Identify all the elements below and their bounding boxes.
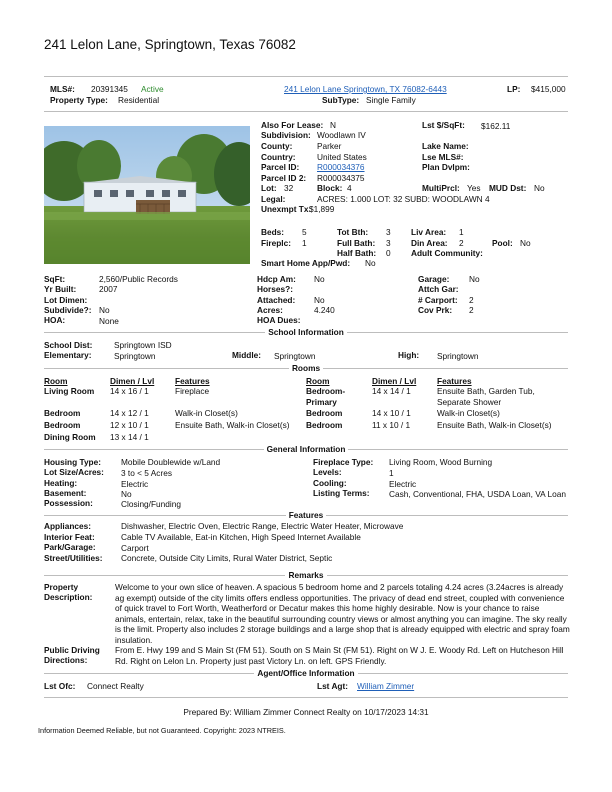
room-name: Bedroom [44, 408, 81, 418]
room-dim: 13 x 14 / 1 [110, 432, 149, 442]
office-value: Connect Realty [87, 681, 144, 691]
totbth-value: 3 [386, 227, 391, 237]
country-label: Country: [261, 152, 296, 162]
appliances-label: Appliances: [44, 521, 92, 531]
middle-label: Middle: [232, 350, 262, 360]
acres-value: 4.240 [314, 305, 335, 315]
room-features: Ensuite Bath, Garden Tub, [437, 386, 535, 396]
horses-label: Horses?: [257, 284, 293, 294]
room-features: Ensuite Bath, Walk-in Closet(s) [175, 420, 290, 430]
sqft-label: SqFt: [44, 274, 66, 284]
lotsize-value: 3 to < 5 Acres [121, 468, 172, 478]
yrbuilt-value: 2007 [99, 284, 118, 294]
lease-value: N [330, 120, 336, 130]
fireplace-type-label: Fireplace Type: [313, 457, 374, 467]
lotsize-label: Lot Size/Acres: [44, 467, 104, 477]
fireplc-label: Fireplc: [261, 238, 291, 248]
attch-gar-label: Attch Gar: [418, 284, 459, 294]
multiprcl-label: MultiPrcl: [422, 183, 460, 193]
rooms-header-features-right: Features [437, 376, 472, 386]
legal-value: ACRES: 1.000 LOT: 32 SUBD: WOODLAWN 4 [317, 194, 490, 204]
housing-value: Mobile Doublewide w/Land [121, 457, 221, 467]
beds-label: Beds: [261, 227, 285, 237]
county-value: Parker [317, 141, 342, 151]
mls-number: 20391345 [91, 84, 128, 94]
listing-terms-label: Listing Terms: [313, 488, 370, 498]
pool-label: Pool: [492, 238, 513, 248]
attached-value: No [314, 295, 325, 305]
cooling-value: Electric [389, 479, 417, 489]
halfbath-value: 0 [386, 248, 391, 258]
subdivide-label: Subdivide?: [44, 305, 92, 315]
description-label-cont: Description: [44, 592, 93, 602]
divider [44, 697, 568, 698]
hdcp-label: Hdcp Am: [257, 274, 296, 284]
listing-terms-value: Cash, Conventional, FHA, USDA Loan, VA Loan [389, 489, 566, 499]
directions-label-cont: Directions: [44, 655, 88, 665]
acres-label: Acres: [257, 305, 283, 315]
multiprcl-value: Yes [467, 183, 481, 193]
subdivision-label: Subdivision: [261, 130, 311, 140]
property-photo[interactable] [44, 126, 250, 264]
room-name: Living Room [44, 386, 95, 396]
section-rooms-title: Rooms [289, 363, 323, 373]
heating-label: Heating: [44, 478, 78, 488]
room-dim: 14 x 12 / 1 [110, 408, 149, 418]
carport-value: 2 [469, 295, 474, 305]
rooms-header-dim-right: Dimen / Lvl [372, 376, 417, 386]
house-image [44, 126, 250, 264]
garage-value: No [469, 274, 480, 284]
property-type: Residential [118, 95, 160, 105]
section-agent [44, 668, 568, 680]
dinarea-value: 2 [459, 238, 464, 248]
room-features: Walk-in Closet(s) [175, 408, 238, 418]
section-school-title: School Information [265, 327, 347, 337]
room-dim: 11 x 10 / 1 [372, 420, 411, 430]
block-label: Block: [317, 183, 343, 193]
school-dist-value: Springtown ISD [114, 340, 172, 350]
room-name-cont: Primary [306, 397, 337, 407]
subdivide-value: No [99, 305, 110, 315]
divider [44, 76, 568, 77]
room-features: Fireplace [175, 386, 210, 396]
county-label: County: [261, 141, 293, 151]
yrbuilt-label: Yr Built: [44, 284, 77, 294]
interior-label: Interior Feat: [44, 532, 95, 542]
room-dim: 14 x 10 / 1 [372, 408, 411, 418]
covprk-value: 2 [469, 305, 474, 315]
rooms-header-dim: Dimen / Lvl [110, 376, 155, 386]
fireplace-type-value: Living Room, Wood Burning [389, 457, 493, 467]
carport-label: # Carport: [418, 295, 458, 305]
section-rooms [44, 363, 568, 375]
rooms-header-room-right: Room [306, 376, 330, 386]
address-link[interactable]: 241 Lelon Lane Springtown, TX 76082-6443 [284, 84, 447, 94]
parcel-label: Parcel ID: [261, 162, 300, 172]
disclaimer: Information Deemed Reliable, but not Guaranteed. Copyright: 2023 NTREIS. [38, 726, 286, 735]
halfbath-label: Half Bath: [337, 248, 377, 258]
heating-value: Electric [121, 479, 149, 489]
agent-link[interactable]: William Zimmer [357, 681, 415, 691]
covprk-label: Cov Prk: [418, 305, 453, 315]
parcel2-value: R000034375 [317, 173, 365, 183]
rooms-header-features: Features [175, 376, 210, 386]
possession-label: Possession: [44, 498, 93, 508]
description-label: Property [44, 582, 79, 592]
unexempt-label: Unexmpt Tx: [261, 204, 312, 214]
unexempt-value: $1,899 [309, 204, 335, 214]
possession-value: Closing/Funding [121, 499, 181, 509]
school-dist-label: School Dist: [44, 340, 93, 350]
room-features: Walk-in Closet(s) [437, 408, 500, 418]
room-name: Bedroom- [306, 386, 346, 396]
section-remarks [44, 570, 568, 582]
subdivision-value: Woodlawn IV [317, 130, 366, 140]
high-value: Springtown [437, 351, 479, 361]
lot-label: Lot: [261, 183, 277, 193]
directions-label: Public Driving [44, 645, 100, 655]
subtype-label: SubType: [322, 95, 360, 105]
room-name: Bedroom [306, 408, 343, 418]
lp-label: LP: [507, 84, 521, 94]
park-garage-value: Carport [121, 543, 149, 553]
room-features: Ensuite Bath, Walk-in Closet(s) [437, 420, 552, 430]
subtype: Single Family [366, 95, 416, 105]
cooling-label: Cooling: [313, 478, 347, 488]
high-label: High: [398, 350, 420, 360]
levels-label: Levels: [313, 467, 342, 477]
adult-label: Adult Community: [411, 248, 483, 258]
room-dim: 14 x 16 / 1 [110, 386, 149, 396]
lot-value: 32 [284, 183, 294, 193]
fullbath-label: Full Bath: [337, 238, 376, 248]
page-title: 241 Lelon Lane, Springtown, Texas 76082 [44, 37, 296, 52]
street-utilities-label: Street/Utilities: [44, 553, 103, 563]
room-name: Bedroom [306, 420, 343, 430]
attached-label: Attached: [257, 295, 296, 305]
hoa-dues-label: HOA Dues: [257, 315, 301, 325]
mud-label: MUD Dst: [489, 183, 527, 193]
room-dim: 14 x 14 / 1 [372, 386, 411, 396]
interior-value: Cable TV Available, Eat-in Kitchen, High Speed Internet Available [121, 532, 361, 542]
sqft-value: 2,560/Public Records [99, 274, 178, 284]
rooms-header-room: Room [44, 376, 68, 386]
agent-label: Lst Agt: [317, 681, 349, 691]
room-features-cont: Separate Shower [437, 397, 502, 407]
mls-label: MLS#: [50, 84, 75, 94]
lse-mls-label: Lse MLS#: [422, 152, 464, 162]
country-value: United States [317, 152, 367, 162]
plan-label: Plan Dvlpm: [422, 162, 470, 172]
dinarea-label: Din Area: [411, 238, 448, 248]
lake-label: Lake Name: [422, 141, 469, 151]
fullbath-value: 3 [386, 238, 391, 248]
livarea-label: Liv Area: [411, 227, 447, 237]
section-general-title: General Information [264, 444, 349, 454]
section-remarks-title: Remarks [285, 570, 326, 580]
lease-label: Also For Lease: [261, 120, 324, 130]
room-dim: 12 x 10 / 1 [110, 420, 149, 430]
property-type-label: Property Type: [50, 95, 108, 105]
legal-label: Legal: [261, 194, 286, 204]
appliances-value: Dishwasher, Electric Oven, Electric Range, Electric Water Heater, Microwave [121, 521, 404, 531]
beds-value: 5 [302, 227, 307, 237]
totbth-label: Tot Bth: [337, 227, 369, 237]
divider [44, 111, 568, 112]
hoa-label: HOA: [44, 315, 66, 325]
parcel2-label: Parcel ID 2: [261, 173, 307, 183]
basement-value: No [121, 489, 132, 499]
room-name: Bedroom [44, 420, 81, 430]
section-agent-title: Agent/Office Information [254, 668, 357, 678]
hdcp-value: No [314, 274, 325, 284]
section-general [44, 444, 568, 456]
section-school [44, 327, 568, 339]
sqft-price-label: Lst $/SqFt: [422, 120, 465, 130]
park-garage-label: Park/Garage: [44, 542, 96, 552]
garage-label: Garage: [418, 274, 450, 284]
parcel-link[interactable]: R000034376 [317, 162, 365, 172]
elementary-value: Springtown [114, 351, 156, 361]
street-utilities-value: Concrete, Outside City Limits, Rural Water District, Septic [121, 553, 333, 563]
fireplc-value: 1 [302, 238, 307, 248]
property-description: Welcome to your own slice of heaven. A spacious 5 bedroom home and 2 parcels totaling 4.24 acres (3.24acres is already ag exempt) outside of the city limits offers endless opportunities. The privacy of dead end street, coupled with convenience of quick travel to Fort Worth, Weatherford or Decatur makes this home highly desirable. Now is your chance to raise animals, entertain, relax, take in the beautiful surrounding country views or almost anything you can imagine. The sky really is the limit. Property also includes 2 storage buildings and a large shop that is already equipped with electric and spray foam insulation. [115, 582, 570, 645]
housing-label: Housing Type: [44, 457, 102, 467]
livarea-value: 1 [459, 227, 464, 237]
sqft-price-value: $162.11 [481, 121, 511, 131]
smart-value: No [365, 258, 376, 268]
elementary-label: Elementary: [44, 350, 92, 360]
list-price: $415,000 [531, 84, 566, 94]
middle-value: Springtown [274, 351, 316, 361]
block-value: 4 [347, 183, 352, 193]
status-badge: Active [141, 84, 164, 94]
room-name: Dining Room [44, 432, 96, 442]
section-features-title: Features [286, 510, 327, 520]
pool-value: No [520, 238, 531, 248]
prepared-by: Prepared By: William Zimmer Connect Realty on 10/17/2023 14:31 [183, 707, 429, 717]
basement-label: Basement: [44, 488, 87, 498]
hoa-value: None [99, 316, 119, 326]
driving-directions: From E. Hwy 199 and S Main St (FM 51). South on S Main St (FM 51). Right on W J. E. Woody Rd. Left on Hutcheson Hill Rd. Right on Lelon Ln. Property just past Victory Ln. on left. GPS Friendly. [115, 645, 564, 666]
smart-label: Smart Home App/Pwd: [261, 258, 351, 268]
office-label: Lst Ofc: [44, 681, 76, 691]
levels-value: 1 [389, 468, 394, 478]
lotdim-label: Lot Dimen: [44, 295, 88, 305]
mud-value: No [534, 183, 545, 193]
